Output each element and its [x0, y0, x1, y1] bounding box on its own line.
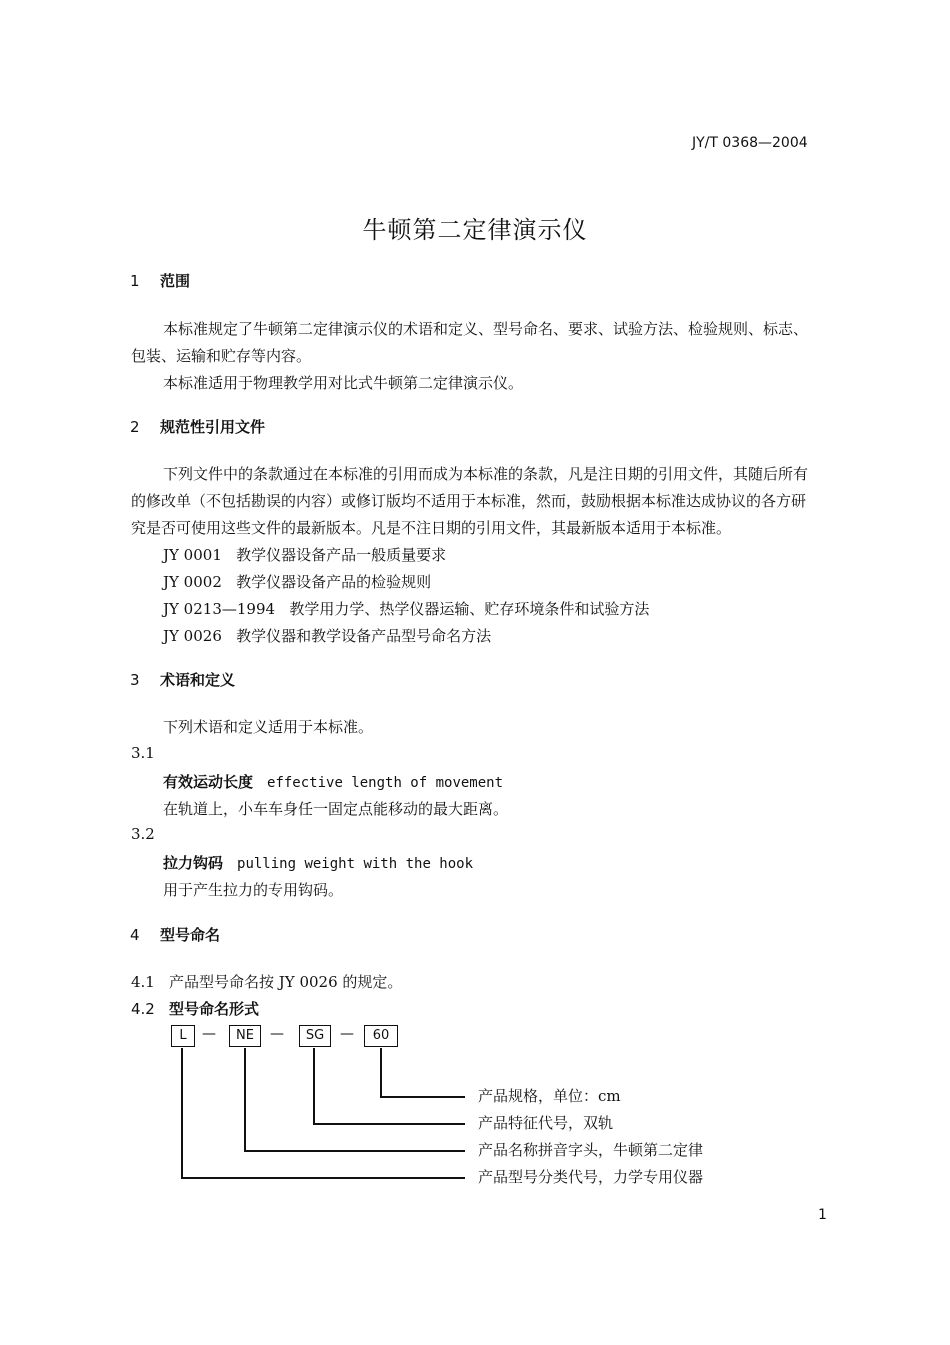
- model-label-feature: 产品特征代号，双轨: [478, 1114, 614, 1132]
- leader-line: [181, 1048, 183, 1178]
- reference-item: JY 0213—1994 教学用力学、热学仪器运输、贮存环境条件和试验方法: [163, 600, 650, 618]
- section-3-heading: [130, 669, 235, 690]
- section-title: 型号命名: [160, 926, 221, 944]
- clause-number: 3.2: [131, 825, 155, 843]
- paragraph: 本标准适用于物理教学用对比式牛顿第二定律演示仪。: [163, 374, 524, 392]
- clause-4-1: [131, 971, 402, 992]
- paragraph: 究是否可使用这些文件的最新版本。凡是不注日期的引用文件，其最新版本适用于本标准。: [131, 519, 732, 537]
- section-1-heading: [130, 270, 190, 291]
- section-title: 范围: [160, 272, 191, 290]
- section-number: 4: [130, 926, 140, 944]
- section-4-heading: [130, 924, 220, 945]
- term-entry: [163, 771, 503, 792]
- section-number: 3: [130, 671, 140, 689]
- paragraph: 下列文件中的条款通过在本标准的引用而成为本标准的条款，凡是注日期的引用文件，其随后所有: [163, 465, 809, 483]
- term-definition: 在轨道上，小车车身任一固定点能移动的最大距离。: [163, 800, 509, 818]
- model-dash: —: [340, 1026, 354, 1042]
- reference-item: JY 0002 教学仪器设备产品的检验规则: [163, 573, 432, 591]
- leader-line: [313, 1048, 315, 1124]
- model-box-classification: L: [171, 1025, 195, 1047]
- paragraph: 包装、运输和贮存等内容。: [131, 347, 312, 365]
- section-title: 术语和定义: [160, 671, 236, 689]
- term-chinese: 有效运动长度: [163, 773, 254, 791]
- paragraph: 本标准规定了牛顿第二定律演示仪的术语和定义、型号命名、要求、试验方法、检验规则、标志、: [163, 320, 809, 338]
- section-number: 1: [130, 272, 140, 290]
- term-english: pulling weight with the hook: [237, 856, 474, 872]
- leader-line: [380, 1048, 382, 1097]
- clause-number: 4.1: [131, 973, 155, 991]
- page-number: 1: [818, 1207, 827, 1223]
- document-title: 牛顿第二定律演示仪: [362, 216, 588, 244]
- model-box-feature: SG: [299, 1025, 331, 1047]
- paragraph: 下列术语和定义适用于本标准。: [163, 718, 374, 736]
- model-label-classification: 产品型号分类代号，力学专用仪器: [478, 1168, 704, 1186]
- leader-line: [244, 1150, 465, 1152]
- section-2-heading: [130, 416, 265, 437]
- model-dash: —: [270, 1026, 284, 1042]
- reference-item: JY 0026 教学仪器和教学设备产品型号命名方法: [163, 627, 492, 645]
- model-dash: —: [202, 1026, 216, 1042]
- leader-line: [380, 1096, 465, 1098]
- term-definition: 用于产生拉力的专用钩码。: [163, 881, 344, 899]
- model-box-name: NE: [229, 1025, 261, 1047]
- standard-number: JY/T 0368—2004: [692, 135, 808, 151]
- leader-line: [244, 1048, 246, 1151]
- term-english: effective length of movement: [267, 775, 504, 791]
- term-chinese: 拉力钩码: [163, 854, 224, 872]
- leader-line: [181, 1177, 465, 1179]
- term-entry: [163, 852, 473, 873]
- model-box-spec: 60: [364, 1025, 398, 1047]
- clause-number: 3.1: [131, 744, 155, 762]
- section-number: 2: [130, 418, 140, 436]
- section-title: 规范性引用文件: [160, 418, 266, 436]
- reference-item: JY 0001 教学仪器设备产品一般质量要求: [163, 546, 447, 564]
- clause-number: 4.2: [131, 1000, 155, 1018]
- leader-line: [313, 1123, 465, 1125]
- clause-text: 产品型号命名按 JY 0026 的规定。: [169, 973, 403, 991]
- model-label-spec: 产品规格，单位：cm: [478, 1087, 621, 1105]
- clause-title: 型号命名形式: [169, 1000, 260, 1018]
- model-label-name: 产品名称拼音字头，牛顿第二定律: [478, 1141, 704, 1159]
- paragraph: 的修改单（不包括勘误的内容）或修订版均不适用于本标准，然而，鼓励根据本标准达成协议的各方研: [131, 492, 807, 510]
- clause-4-2: [131, 998, 259, 1019]
